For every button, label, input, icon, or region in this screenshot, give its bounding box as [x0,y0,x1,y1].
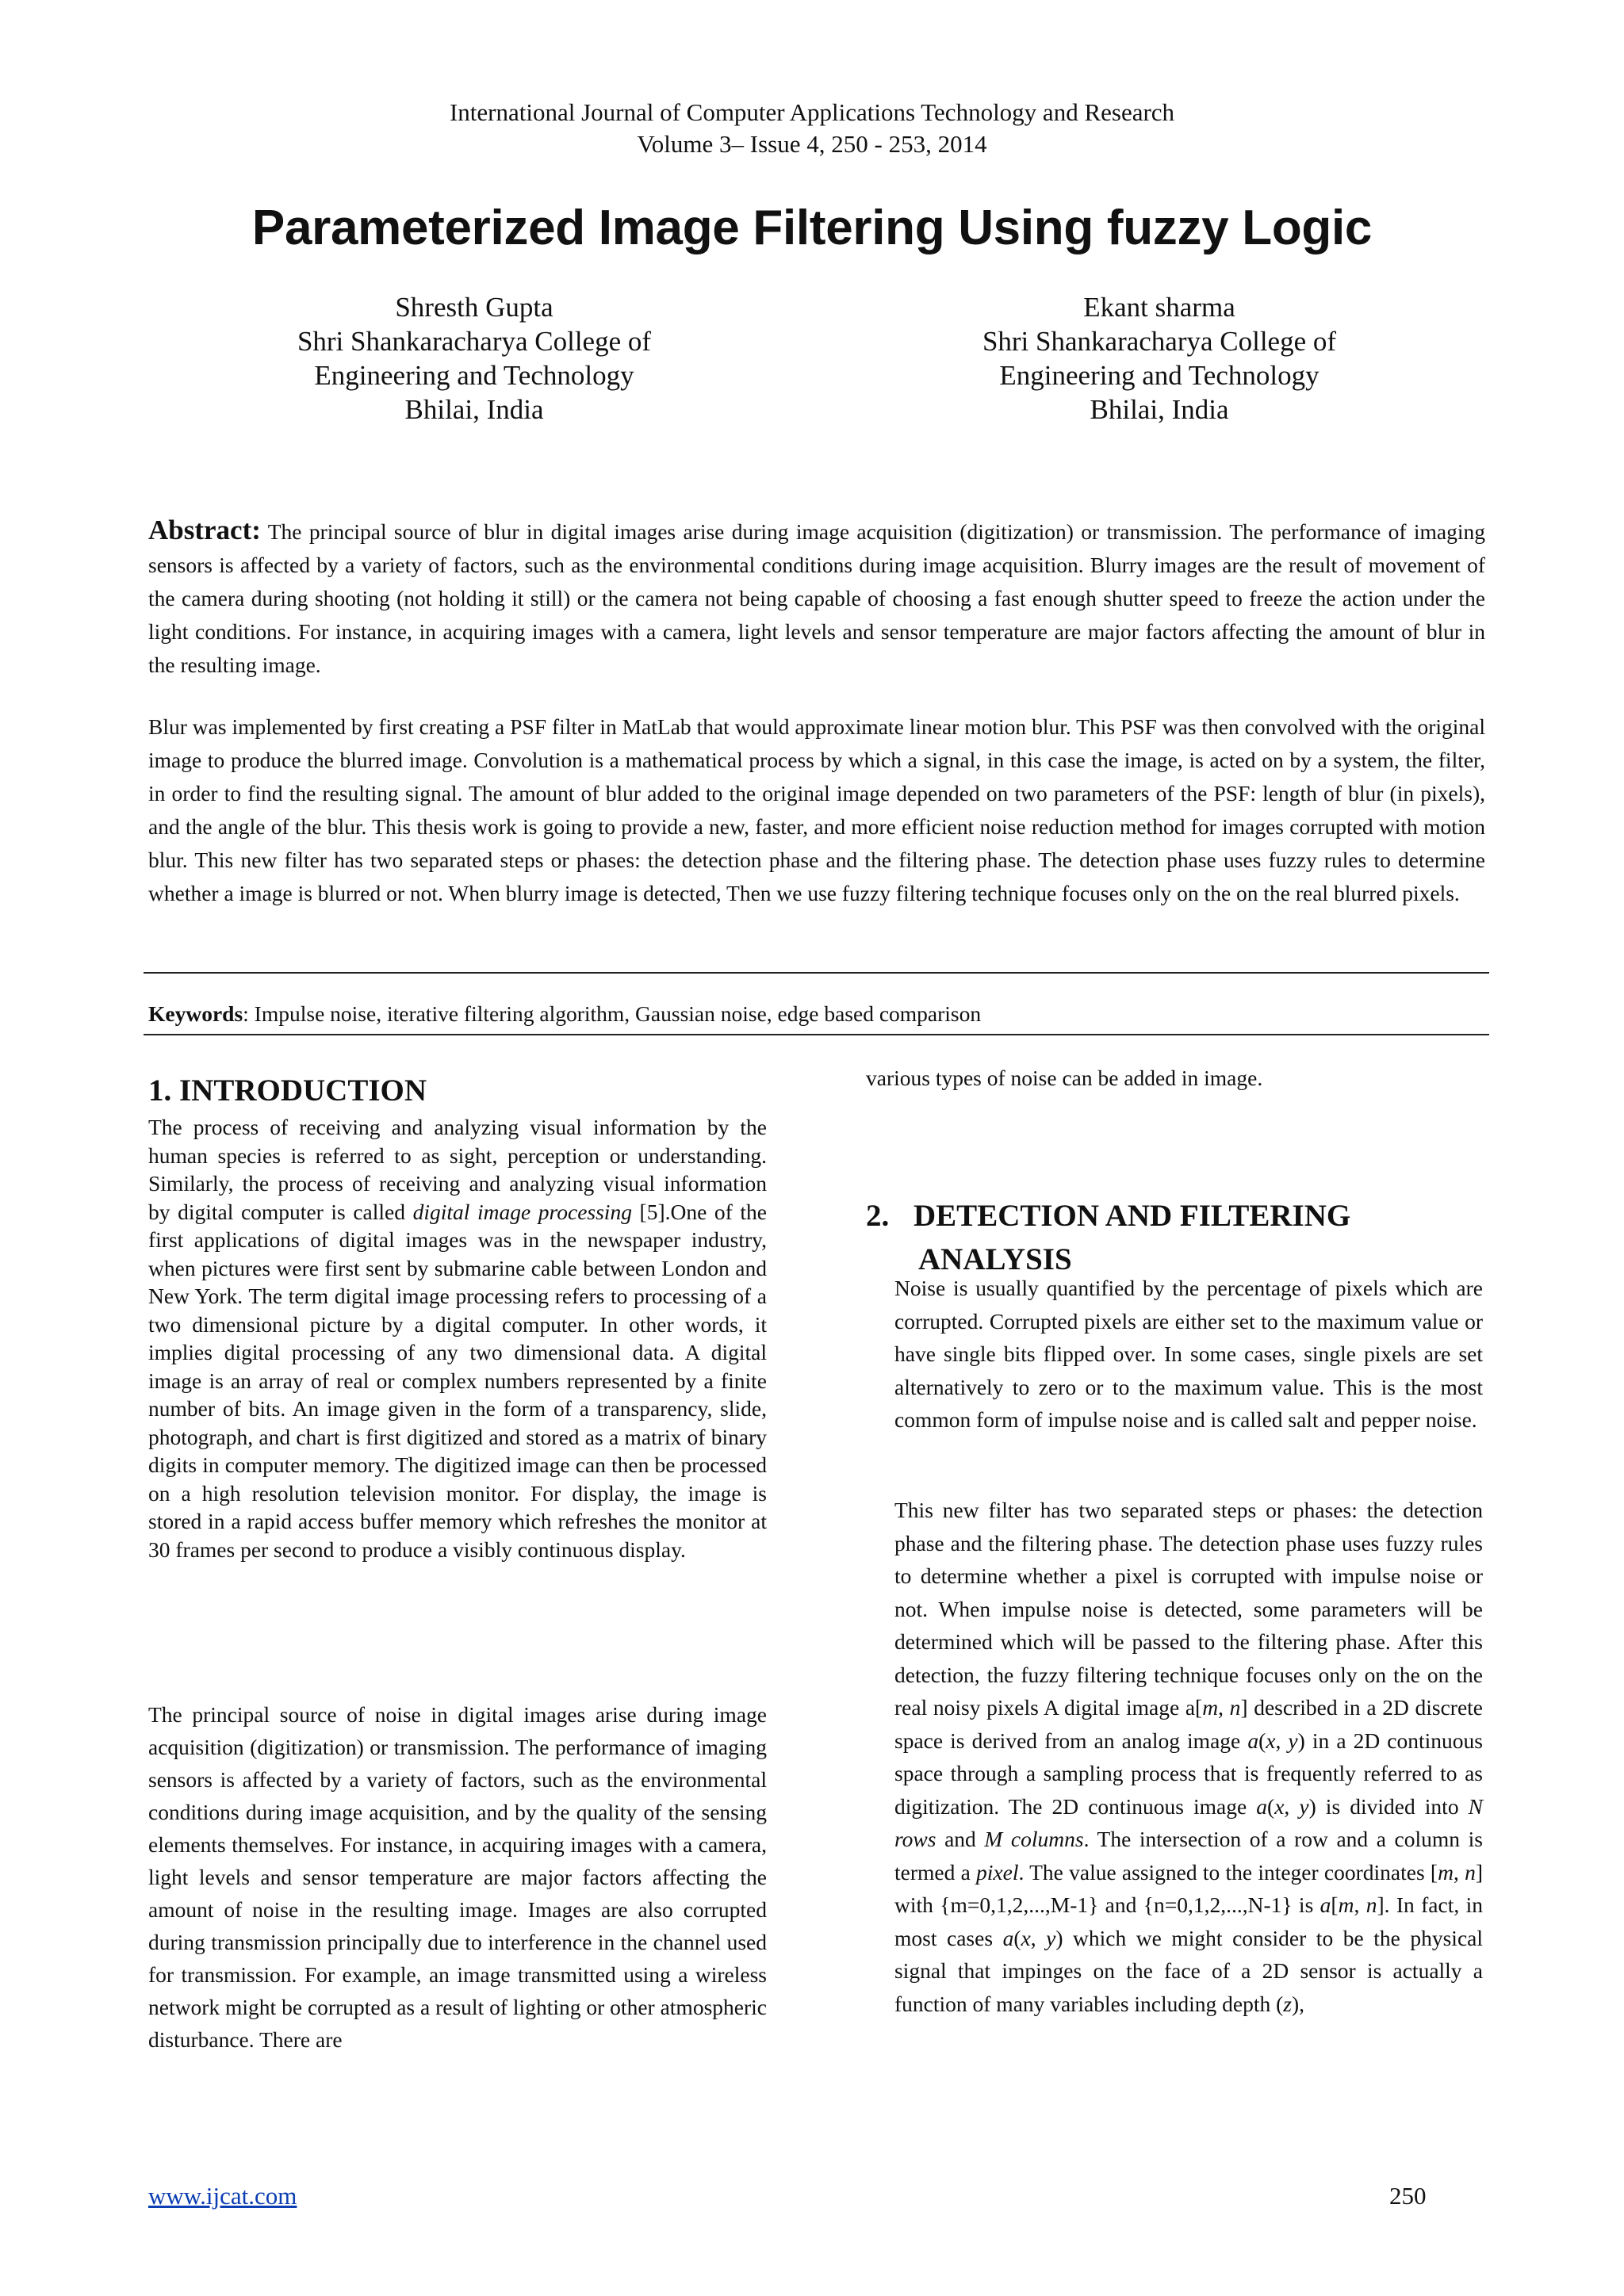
divider [144,972,1489,974]
body-text: , [1275,1728,1289,1753]
body-text: ) which we might consider to be the physical signal that impinges on the face of a 2D sensor is actually a function of many variables including depth ( [894,1925,1483,2016]
emphasis-text: digital image processing [412,1199,632,1224]
math-var: m [1202,1695,1219,1720]
divider [144,1034,1489,1035]
math-var: n [1229,1695,1241,1720]
page-number: 250 [1389,2182,1427,2210]
body-text: The process of receiving and analyzing visual information by the human species is referred to as sight, perception or understanding. Similarly, the process of receiving and analyzing visual information by digital computer is called [148,1115,767,1224]
body-text: [ [1331,1892,1339,1917]
paper-title: Parameterized Image Filtering Using fuzzy Logic [251,201,1373,255]
section-title-line-2: ANALYSIS [918,1242,1072,1276]
emphasis-text: pixel [976,1859,1019,1885]
author-affiliation: Engineering and Technology [314,360,634,391]
math-var: z [1283,1991,1292,2016]
math-var: a [1256,1793,1268,1819]
math-var: y [1046,1925,1056,1950]
abstract-label: Abstract: [148,515,261,545]
body-text: ) is divided into [1308,1793,1469,1819]
body-text: , [1030,1925,1047,1950]
author-location: Bhilai, India [404,394,544,425]
author-affiliation: Shri Shankaracharya College of [297,326,652,357]
math-var: m [1438,1859,1454,1885]
body-text: , [1218,1695,1230,1720]
introduction-paragraph-2: The principal source of noise in digital images arise during image acquisition (digitization) or transmission. The performance of imaging sensors is affected by a variety of factors, such as the environmental conditions during image acquisition, and by the quality of the sensing elements themselves. For instance, in acquiring images with a camera, light levels and sensor temperature are major factors affecting the amount of noise in the resulting image. Images are also corrupted during transmission principally due to interference in the channel used for transmission. For example, an image transmitted using a wireless network might be corrupted as a result of lighting or other atmospheric disturbance. There are [148,1702,767,2052]
abstract-paragraph-2: Blur was implemented by first creating a PSF filter in MatLab that would approximate linear motion blur. This PSF was then convolved with the original image to produce the blurred image. Convolution is a mathematical process by which a signal, in this case the image, is acted on by a system, the filter, in order to find the resulting signal. The amount of blur added to the original image depended on two parameters of the PSF: length of blur (in pixels), and the angle of the blur. This thesis work is going to provide a new, faster, and more efficient noise reduction method for images corrupted with motion blur. This new filter has two separated steps or phases: the detection phase and the filtering phase. The detection phase uses fuzzy rules to determine whether a image is blurred or not. When blurry image is detected, Then we use fuzzy filtering technique focuses only on the on the real blurred pixels. [148,714,1485,905]
keywords-text: : Impulse noise, iterative filtering algorithm, Gaussian noise, edge based comparison [243,1001,982,1026]
math-var: x [1266,1728,1276,1753]
introduction-paragraph-continued: various types of noise can be added in image. [866,1066,1263,1090]
author-name: Ekant sharma [1083,292,1235,323]
body-text: . The intersection of a row and a column is termed a [894,1827,1483,1885]
keywords-line [148,1001,981,1027]
body-text: This new filter has two separated steps or phases: the detection phase and the filtering phase. The detection phase uses fuzzy rules to determine whether a pixel is corrupted with impulse noise or not. When impulse noise is detected, some parameters will be determined which will be passed to the filtering phase. After this detection, the fuzzy filtering technique focuses only on the on the real noisy pixels A digital image a[ [894,1498,1483,1720]
footer-website-link[interactable]: www.ijcat.com [148,2182,297,2210]
journal-header [0,97,1624,160]
abstract-text: The principal source of blur in digital images arise during image acquisition (digitization) or transmission. The performance of imaging sensors is affected by a variety of factors, such as the environmental conditions during image acquisition. Blurry images are the result of movement of the camera during shooting (not holding it still) or the camera not being capable of choosing a fast enough shutter speed to freeze the action under the light conditions. For instance, in acquiring images with a camera, light levels and sensor temperature are major factors affecting the amount of blur in the resulting image. [148,519,1485,677]
math-var: x [1274,1793,1285,1819]
math-var: a [1320,1892,1331,1917]
body-text: , [1453,1859,1465,1885]
body-text: ]. In fact, in most cases [894,1892,1483,1950]
math-var: y [1288,1728,1298,1753]
section-title-line-1: DETECTION AND FILTERING [914,1199,1351,1233]
detection-paragraph-1: Noise is usually quantified by the percentage of pixels which are corrupted. Corrupted pixels are either set to the maximum value or have single bits flipped over. In some cases, single pixels are set alternatively to zero or to the maximum value. This is the most common form of impulse noise and is called salt and pepper noise. [894,1276,1483,1432]
body-text: ] with {m=0,1,2,...,M-1} and {n=0,1,2,...,N-1} is [894,1859,1483,1917]
emphasis-text: N rows [894,1793,1483,1851]
body-text: ( [1013,1925,1021,1950]
section-heading-detection-filtering [866,1194,1469,1281]
body-text: and [936,1827,985,1851]
author-affiliation: Shri Shankaracharya College of [982,326,1337,357]
body-text: . The value assigned to the integer coordinates [ [1018,1859,1438,1885]
body-text: ) in a 2D continuous space through a sampling process that is frequently referred to as digitization. The 2D continuous image [894,1728,1483,1819]
journal-name: International Journal of Computer Applications Technology and Research [449,98,1175,126]
keywords-label: Keywords [148,1001,243,1026]
math-var: a [1247,1728,1259,1753]
section-heading-introduction: 1. INTRODUCTION [148,1073,427,1108]
math-var: y [1299,1793,1309,1819]
author-name: Shresth Gupta [395,292,553,323]
math-var: a [1002,1925,1014,1950]
section-number: 2. [866,1199,890,1233]
author-block-2 [858,290,1461,427]
math-var: n [1365,1892,1377,1917]
body-text: [5].One of the first applications of digital images was in the newspaper industry, when pictures were first sent by submarine cable between London and New York. The term digital image processing refers to processing of a two dimensional picture by a digital computer. In other words, it implies digital processing of any two dimensional data. A digital image is an array of real or complex numbers represented by a finite number of bits. An image given in the form of a transparency, slide, photograph, and chart is first digitized and stored as a matrix of binary digits in computer memory. The digitized image can then be processed on a high resolution television monitor. For display, the image is stored in a rapid access buffer memory which refreshes the monitor at 30 frames per second to produce a visibly continuous display. [148,1199,768,1562]
journal-volume: Volume 3– Issue 4, 250 - 253, 2014 [637,130,987,158]
body-text: , [1284,1793,1300,1819]
author-location: Bhilai, India [1090,394,1229,425]
author-affiliation: Engineering and Technology [999,360,1320,391]
introduction-paragraph-1 [148,1113,767,1563]
math-var: n [1465,1859,1476,1885]
body-text: ] described in a 2D discrete space is derived from an analog image [894,1695,1484,1753]
detection-paragraph-2 [894,1494,1483,2020]
math-var: m [1338,1892,1354,1917]
body-text: , [1354,1892,1366,1917]
body-text: ( [1258,1728,1266,1753]
body-text: ), [1292,1991,1305,2016]
author-block-1 [173,290,776,427]
emphasis-text: M columns [984,1827,1084,1851]
math-var: x [1021,1925,1031,1950]
abstract-paragraph-1 [148,514,1485,682]
body-text: ( [1267,1793,1275,1819]
